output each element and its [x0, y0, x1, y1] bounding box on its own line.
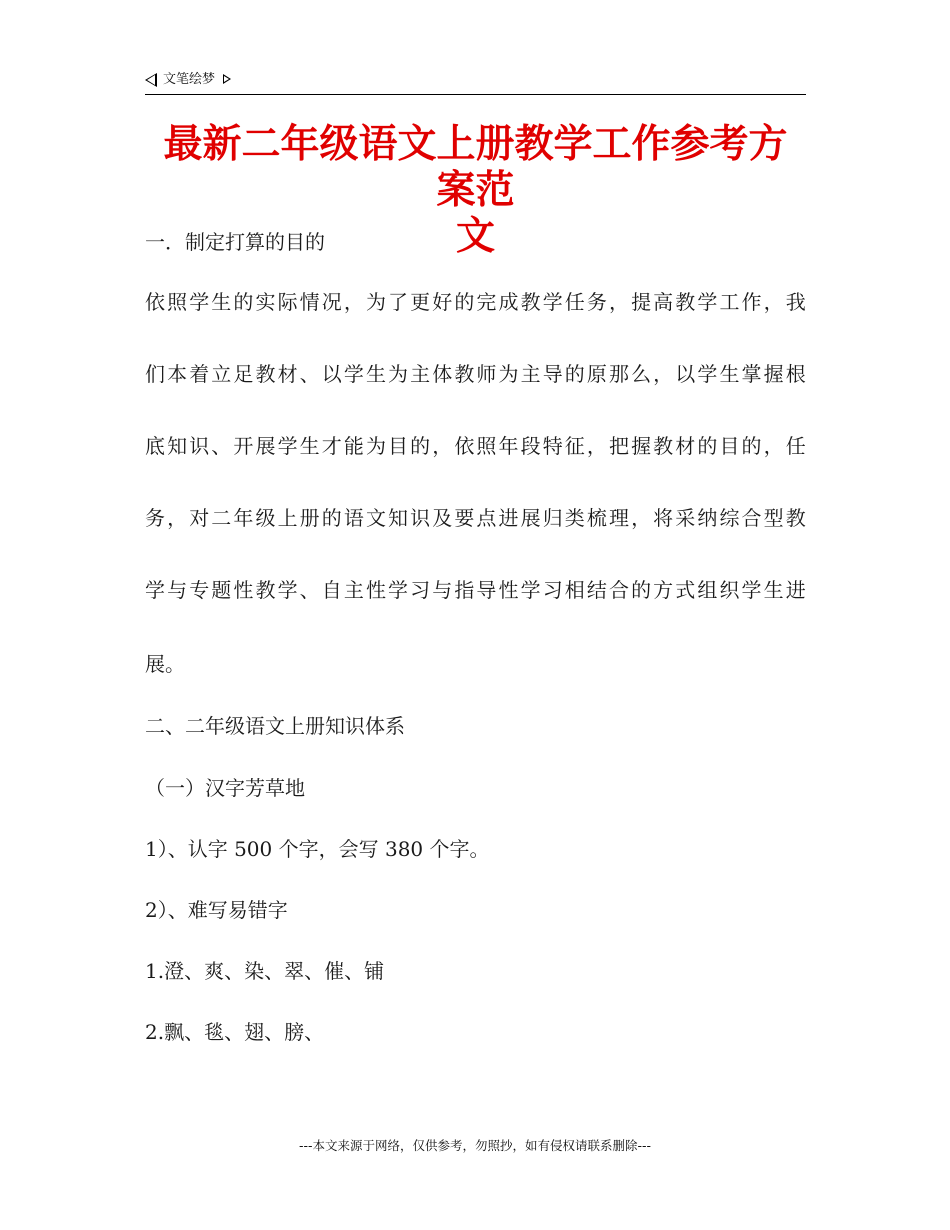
section-2-subheading: （一）汉字芳草地: [145, 776, 305, 800]
page-footer: ---本文来源于网络，仅供参考，勿照抄，如有侵权请联系删除---: [298, 1138, 652, 1153]
paragraph-line: 底 知 识 、 开 展 学 生 才 能 为 目 的 ， 依 照 年 段 特 征 ， 把 握 教 材 的 目 的 ， 任: [145, 434, 806, 458]
section-1-heading: 一．制定打算的目的: [145, 230, 325, 254]
paragraph-line: 展。: [145, 652, 185, 676]
page-header: [145, 72, 806, 95]
list-item: 1）、认字 500 个字，会写 380 个字。: [145, 837, 490, 861]
paragraph-line: 依 照 学 生 的 实 际 情 况 ， 为 了 更 好 的 完 成 教 学 任 务 ， 提 高 教 学 工 作 ， 我: [145, 290, 806, 314]
header-brand: 文笔绘梦: [163, 72, 216, 87]
list-item: 2）、难写易错字: [145, 898, 288, 922]
section-2-heading: 二、二年级语文上册知识体系: [145, 714, 405, 738]
paragraph-line: 学 与 专 题 性 教 学 、 自 主 性 学 习 与 指 导 性 学 习 相 结 合 的 方 式 组 织 学 生 进: [145, 578, 806, 602]
title-line-1: 最新二年级语文上册教学工作参考方案范: [163, 122, 788, 213]
paragraph-line: 务 ， 对 二 年 级 上 册 的 语 文 知 识 及 要 点 进 展 归 类 梳 理 ， 将 采 纳 综 合 型 教: [145, 506, 806, 530]
paragraph-line: 们 本 着 立 足 教 材 、 以 学 生 为 主 体 教 师 为 主 导 的 原 那 么 ， 以 学 生 掌 握 根: [145, 362, 806, 386]
list-item: 1.澄、爽、染、翠、催、铺: [145, 959, 385, 983]
title-line-2: 文: [455, 214, 495, 259]
list-item: 2.飘、毯、翅、膀、: [145, 1020, 325, 1044]
triangle-right-icon: [223, 74, 231, 84]
triangle-left-icon: [145, 73, 157, 87]
